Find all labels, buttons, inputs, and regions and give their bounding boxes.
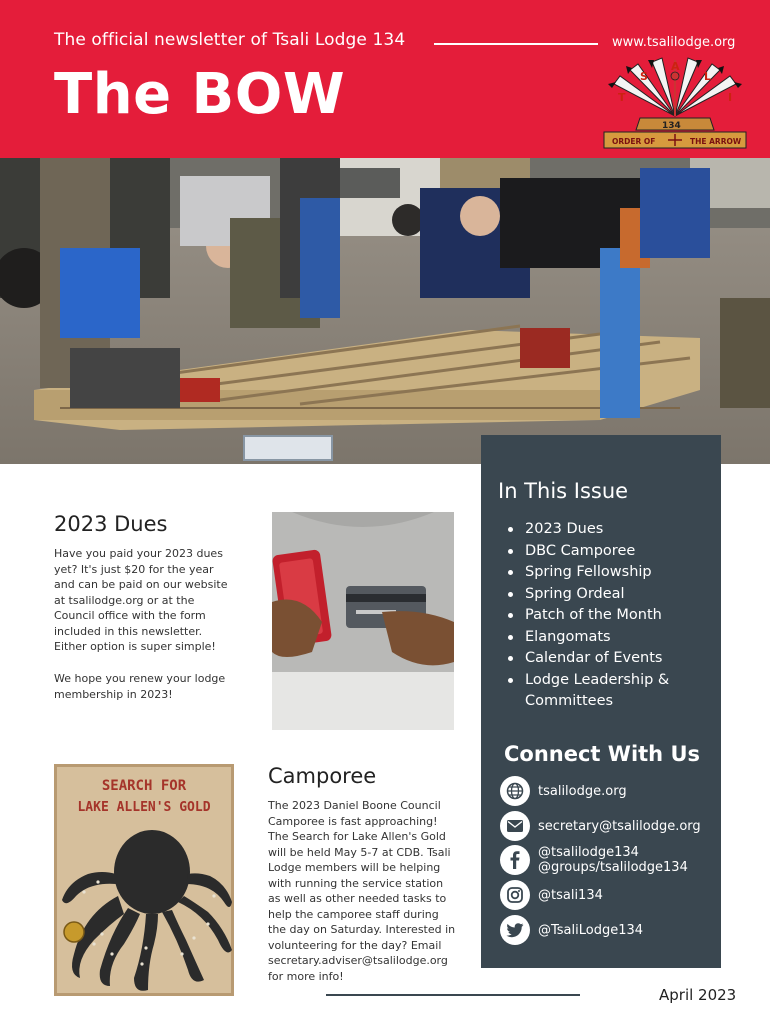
- mail-icon: [500, 811, 530, 841]
- instagram-icon: [500, 880, 530, 910]
- twitter-icon: [500, 915, 530, 945]
- header-divider: [434, 43, 598, 45]
- twitter-social-link[interactable]: [500, 915, 643, 945]
- logo-letter: A: [671, 60, 680, 73]
- social-label: @TsaliLodge134: [538, 922, 644, 938]
- hero-photo: [0, 158, 770, 464]
- dues-paragraph: Have you paid your 2023 dues yet? It's just $20 for the year and can be paid on our website at tsalilodge.org or at the Council office with the form included in this newsletter. Either option is super simple!: [54, 547, 228, 653]
- toc-item: 2023 Dues: [506, 519, 686, 541]
- social-label: secretary@tsalilodge.org: [538, 818, 701, 834]
- toc-item: Elangomats: [506, 627, 686, 649]
- issue-date: April 2023: [659, 986, 737, 1004]
- sidebar-panel: [481, 435, 721, 968]
- camporee-paragraph: The 2023 Daniel Boone Council Camporee is fast approaching! The Search for Lake Allen's Gold will be held May 5-7 at CDB. Tsali Lodge members will be helping with running the service station as well as other needed tasks to help the camporee staff during the day on Saturday. Interested in volunteering for the day? Email secretary.adviser@tsalilodge.org for more info!: [268, 799, 456, 983]
- logo-letter: T: [618, 91, 626, 104]
- camporee-heading: Camporee: [268, 764, 377, 788]
- social-label: tsalilodge.org: [538, 783, 627, 799]
- dues-closing-paragraph: We hope you renew your lodge membership in 2023!: [54, 672, 226, 701]
- connect-heading: Connect With Us: [504, 742, 700, 766]
- poster-line-2: LAKE ALLEN'S GOLD: [77, 800, 211, 815]
- logo-banner-left: ORDER OF: [612, 137, 656, 146]
- masthead: [0, 0, 770, 158]
- facebook-social-link[interactable]: [500, 845, 688, 875]
- logo-letter: L: [704, 70, 712, 83]
- footer-divider: [326, 994, 580, 996]
- toc-item: Lodge Leadership & Committees: [506, 670, 686, 713]
- logo-banner-right: THE ARROW: [690, 137, 742, 146]
- social-label-group: [538, 845, 688, 875]
- toc-item: Patch of the Month: [506, 605, 686, 627]
- logo-letter: S: [640, 70, 648, 83]
- lodge-logo: [600, 54, 750, 152]
- toc-item: Spring Fellowship: [506, 562, 686, 584]
- globe-icon: [500, 776, 530, 806]
- in-this-issue-heading: In This Issue: [498, 479, 629, 503]
- facebook-icon: [500, 845, 530, 875]
- social-label-secondary: @groups/tsalilodge134: [538, 860, 688, 875]
- instagram-social-link[interactable]: [500, 880, 603, 910]
- dues-heading: 2023 Dues: [54, 512, 168, 536]
- logo-letter: I: [728, 91, 733, 104]
- camporee-poster: [54, 764, 234, 996]
- table-of-contents: [506, 519, 686, 713]
- website-link[interactable]: www.tsalilodge.org: [612, 35, 736, 50]
- website-social-link[interactable]: [500, 776, 627, 806]
- toc-item: Spring Ordeal: [506, 584, 686, 606]
- newsletter-title: The BOW: [54, 62, 346, 127]
- poster-line-1: SEARCH FOR: [101, 778, 187, 794]
- toc-item: DBC Camporee: [506, 541, 686, 563]
- logo-lodge-number: 134: [662, 121, 681, 131]
- social-label: @tsali134: [538, 887, 603, 903]
- credit-card-photo: [272, 512, 454, 730]
- newsletter-tagline: The official newsletter of Tsali Lodge 134: [54, 30, 406, 50]
- email-social-link[interactable]: [500, 811, 701, 841]
- social-label: @tsalilodge134: [538, 845, 639, 860]
- toc-item: Calendar of Events: [506, 648, 686, 670]
